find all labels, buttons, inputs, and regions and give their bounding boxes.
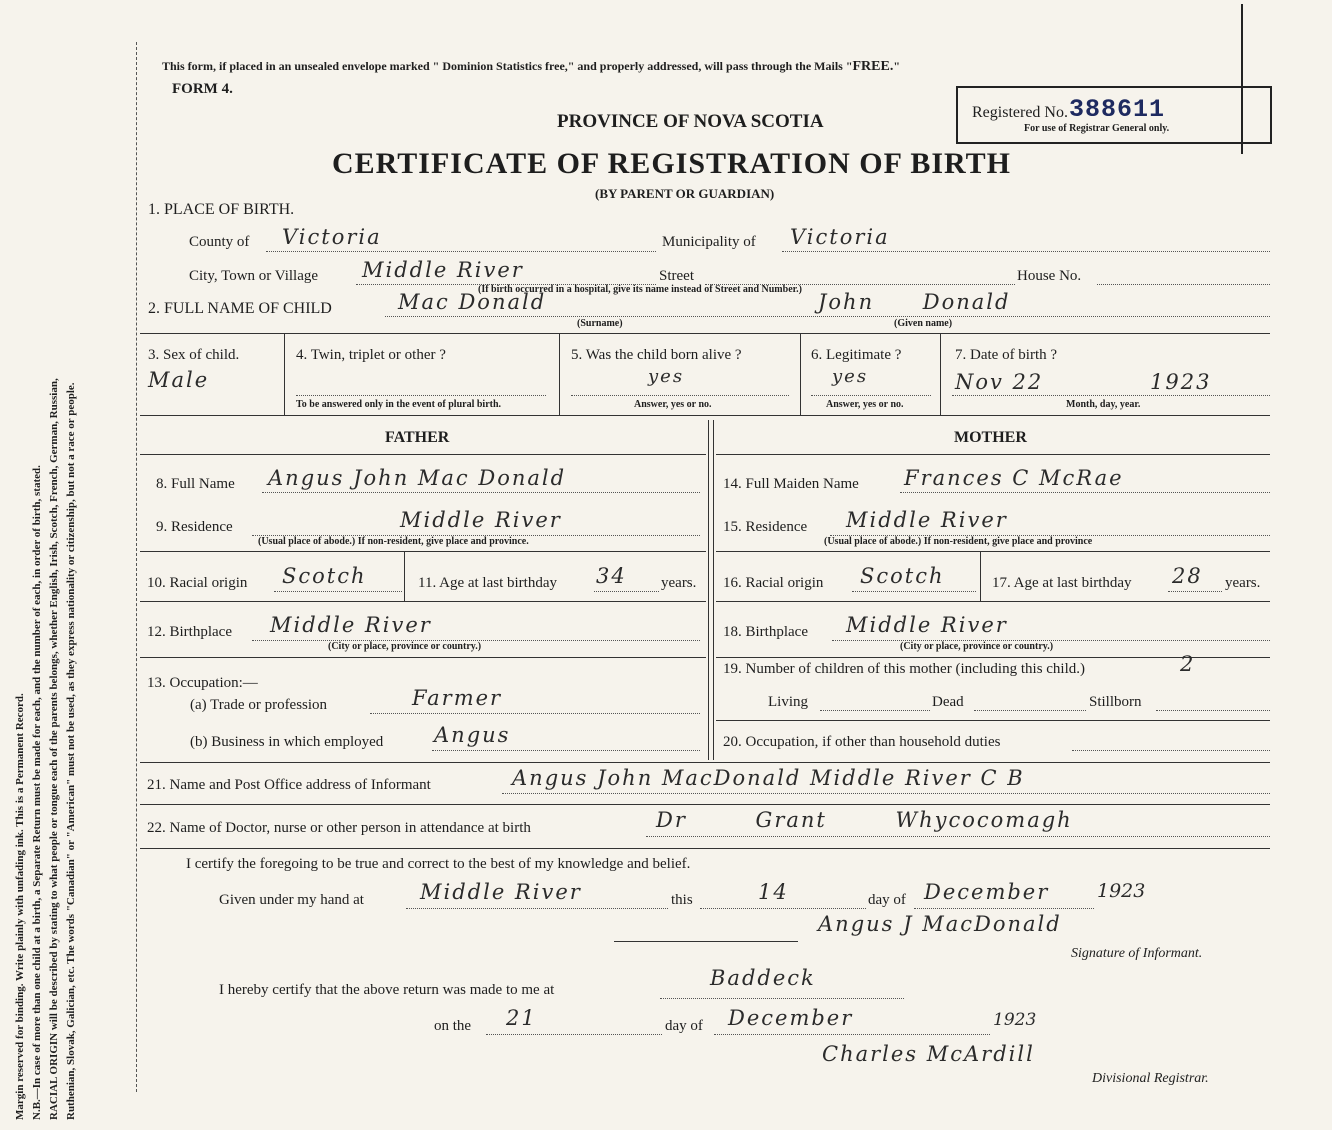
county-line (266, 251, 656, 252)
father-trade-label: (a) Trade or profession (190, 697, 328, 713)
mother-occupation-line (1072, 750, 1270, 751)
on-the-label: on the (434, 1018, 472, 1034)
mother-name-label: 14. Full Maiden Name (723, 476, 859, 492)
father-name-label: 8. Full Name (156, 476, 235, 492)
margin-note-4: Ruthenian, Slovak, Galician, etc. The words "Canadian" or "American" must not be used, as they express nationality or citizenship, but not a race or people. (65, 382, 77, 1120)
mother-years-label: years. (1225, 575, 1261, 591)
mother-living-label: Living (768, 694, 808, 710)
child-name-line (385, 316, 1270, 317)
sex-label: 3. Sex of child. (148, 347, 240, 363)
informant-value[interactable]: Angus John MacDonald Middle River C B (512, 766, 1025, 790)
mother-children-label: 19. Number of children of this mother (including this child.) (723, 661, 1086, 677)
day-value[interactable]: 14 (758, 880, 789, 904)
margin-note-1: Margin reserved for binding. Write plainly with unfading ink. This is a Permanent Record. (14, 693, 26, 1120)
registered-number: 388611 (1069, 95, 1166, 124)
father-heading-rule (140, 454, 706, 455)
mother-racial-label: 16. Racial origin (723, 575, 824, 591)
father-rule-2 (140, 601, 706, 602)
doctor-label: 22. Name of Doctor, nurse or other person in attendance at birth (147, 820, 531, 836)
surname-caption: (Surname) (577, 318, 623, 329)
house-number-line (1097, 284, 1270, 285)
mother-residence-value[interactable]: Middle River (846, 508, 1008, 532)
divider-5-6 (800, 333, 801, 415)
given-name-caption: (Given name) (894, 318, 953, 329)
sex-value[interactable]: Male (148, 368, 210, 392)
mother-racial-value[interactable]: Scotch (860, 564, 945, 588)
mother-living-line (820, 710, 930, 711)
rule-informant-top (140, 762, 1270, 763)
legitimate-label: 6. Legitimate ? (811, 347, 902, 363)
margin-note-3: RACIAL ORIGIN will be described by stating to what people or tongue each of the parents belongs, whether English, Irish, Scotch, French, German, Russian, (48, 378, 60, 1120)
alive-caption: Answer, yes or no. (634, 399, 712, 410)
child-given-value[interactable]: John Donald (818, 290, 1011, 314)
twin-line (296, 395, 546, 396)
return-year-value[interactable]: 1923 (993, 1010, 1037, 1030)
parents-divider-b (713, 420, 714, 760)
father-age-label: 11. Age at last birthday (418, 575, 557, 591)
father-business-label: (b) Business in which employed (190, 734, 384, 750)
house-number-label: House No. (1017, 268, 1082, 284)
dob-year[interactable]: 1923 (1150, 370, 1212, 394)
mother-stillborn-label: Stillborn (1089, 694, 1142, 710)
return-place-value[interactable]: Baddeck (710, 966, 816, 990)
city-value[interactable]: Middle River (362, 258, 524, 282)
province-heading: PROVINCE OF NOVA SCOTIA (557, 111, 824, 132)
return-month-value[interactable]: December (728, 1006, 854, 1030)
father-racial-divider (404, 551, 405, 601)
signature-caption: Signature of Informant. (1071, 946, 1203, 961)
mother-rule-1 (716, 551, 1270, 552)
parents-divider-a (708, 420, 709, 760)
dob-caption: Month, day, year. (1066, 399, 1141, 410)
father-years-label: years. (661, 575, 697, 591)
father-racial-line (274, 591, 402, 592)
divider-3-4 (284, 333, 285, 415)
rule-certification-top (140, 848, 1270, 849)
registrar-note: For use of Registrar General only. (1024, 123, 1170, 134)
dob-line (952, 395, 1270, 396)
municipality-label: Municipality of (662, 234, 756, 250)
mail-notice: This form, if placed in an unsealed envelope marked " Dominion Statistics free," and properly addressed, will pass through the Mails "FREE." (162, 59, 900, 74)
child-surname-value[interactable]: Mac Donald (398, 290, 547, 314)
mother-residence-caption: (Usual place of abode.) If non-resident, give place and province (824, 536, 1093, 547)
dob-label: 7. Date of birth ? (955, 347, 1058, 363)
father-residence-label: 9. Residence (156, 519, 233, 535)
form-number: FORM 4. (172, 81, 233, 97)
mother-name-line (900, 492, 1270, 493)
day-line (700, 908, 866, 909)
father-occupation-label: 13. Occupation:— (147, 675, 258, 691)
father-age-value[interactable]: 34 (596, 564, 627, 588)
informant-line (502, 793, 1270, 794)
given-place-line (406, 908, 668, 909)
rule-top-parents (140, 415, 1270, 416)
mother-children-value[interactable]: 2 (1180, 652, 1196, 676)
father-residence-caption: (Usual place of abode.) If non-resident, give place and province. (258, 536, 529, 547)
return-label: I hereby certify that the above return was made to me at (219, 982, 555, 998)
mother-rule-4 (716, 720, 1270, 721)
rule-top-child-row (140, 333, 1270, 334)
rule-doctor-top (140, 804, 1270, 805)
legitimate-value[interactable]: yes (832, 366, 869, 387)
father-heading: FATHER (385, 429, 450, 446)
mother-name-value[interactable]: Frances C McRae (904, 466, 1124, 490)
mother-birthplace-value[interactable]: Middle River (846, 613, 1008, 637)
return-day-of-label: day of (665, 1018, 703, 1034)
page-title: CERTIFICATE OF REGISTRATION OF BIRTH (332, 147, 1011, 180)
this-label: this (671, 892, 693, 908)
registered-label: Registered No. (972, 104, 1068, 121)
alive-value[interactable]: yes (648, 366, 685, 387)
return-place-line (660, 998, 904, 999)
father-business-value[interactable]: Angus (434, 723, 511, 747)
child-name-label: 2. FULL NAME OF CHILD (148, 300, 332, 317)
margin-note-2: N.B.—In case of more than one child at a birth, a Separate Return must be made for each, and the number of each, in order of birth, stated. (31, 465, 43, 1120)
father-birthplace-label: 12. Birthplace (147, 624, 232, 640)
father-residence-value[interactable]: Middle River (400, 508, 562, 532)
mother-age-label: 17. Age at last birthday (992, 575, 1132, 591)
mother-birthplace-label: 18. Birthplace (723, 624, 808, 640)
father-rule-3 (140, 657, 706, 658)
mother-heading-rule (716, 454, 1270, 455)
father-age-line (594, 591, 659, 592)
city-label: City, Town or Village (189, 268, 319, 284)
mother-dead-label: Dead (932, 694, 964, 710)
father-birthplace-caption: (City or place, province or country.) (328, 641, 482, 652)
return-day-line (486, 1034, 662, 1035)
hospital-note: (If birth occurred in a hospital, give its name instead of Street and Number.) (478, 284, 802, 295)
given-place-value[interactable]: Middle River (420, 880, 582, 904)
given-under-label: Given under my hand at (219, 892, 364, 908)
father-name-line (262, 492, 700, 493)
divider-4-5 (559, 333, 560, 415)
mother-occupation-label: 20. Occupation, if other than household duties (723, 734, 1001, 750)
registrar-caption: Divisional Registrar. (1092, 1071, 1209, 1086)
municipality-value[interactable]: Victoria (790, 225, 890, 249)
mother-residence-label: 15. Residence (723, 519, 808, 535)
day-of-label: day of (868, 892, 906, 908)
doctor-value[interactable]: Dr Grant Whycocomagh (656, 808, 1073, 832)
registration-box (956, 86, 1272, 144)
county-label: County of (189, 234, 250, 250)
father-racial-label: 10. Racial origin (147, 575, 248, 591)
year-value[interactable]: 1923 (1097, 880, 1146, 902)
municipality-line (782, 251, 1270, 252)
doctor-line (646, 836, 1270, 837)
mother-heading: MOTHER (954, 429, 1027, 446)
twin-note: To be answered only in the event of plural birth. (296, 399, 502, 410)
mother-stillborn-line (1156, 710, 1270, 711)
father-rule-1 (140, 551, 706, 552)
binding-margin-line (136, 42, 137, 1092)
informant-signature[interactable]: Angus J MacDonald (818, 912, 1062, 936)
registrar-signature[interactable]: Charles McArdill (822, 1042, 1035, 1066)
informant-label: 21. Name and Post Office address of Informant (147, 777, 431, 793)
father-racial-value[interactable]: Scotch (282, 564, 367, 588)
father-name-value[interactable]: Angus John Mac Donald (268, 466, 567, 490)
mother-birthplace-caption: (City or place, province or country.) (900, 641, 1054, 652)
signature-rule (614, 941, 798, 942)
divider-6-7 (940, 333, 941, 415)
mother-age-line (1168, 591, 1222, 592)
mother-dead-line (974, 710, 1086, 711)
mother-rule-2 (716, 601, 1270, 602)
dob-value[interactable]: Nov 22 (955, 370, 1044, 394)
place-of-birth-label: 1. PLACE OF BIRTH. (148, 201, 295, 218)
return-day-value[interactable]: 21 (506, 1006, 537, 1030)
margin-notes (12, 20, 80, 1120)
legitimate-line (811, 395, 931, 396)
county-value[interactable]: Victoria (282, 225, 382, 249)
return-month-line (714, 1034, 990, 1035)
twin-label: 4. Twin, triplet or other ? (296, 347, 446, 363)
legitimate-caption: Answer, yes or no. (826, 399, 904, 410)
father-trade-value[interactable]: Farmer (412, 686, 503, 710)
certification-statement: I certify the foregoing to be true and correct to the best of my knowledge and belief. (186, 856, 691, 872)
mother-racial-line (852, 591, 976, 592)
alive-label: 5. Was the child born alive ? (571, 347, 742, 363)
father-birthplace-value[interactable]: Middle River (270, 613, 432, 637)
father-trade-line (370, 713, 700, 714)
month-value[interactable]: December (924, 880, 1050, 904)
page-subtitle: (BY PARENT OR GUARDIAN) (595, 186, 775, 201)
mother-racial-divider (980, 551, 981, 601)
month-line (914, 908, 1094, 909)
street-label: Street (659, 268, 694, 284)
mother-age-value[interactable]: 28 (1172, 564, 1203, 588)
father-business-line (432, 750, 700, 751)
alive-line (571, 395, 789, 396)
